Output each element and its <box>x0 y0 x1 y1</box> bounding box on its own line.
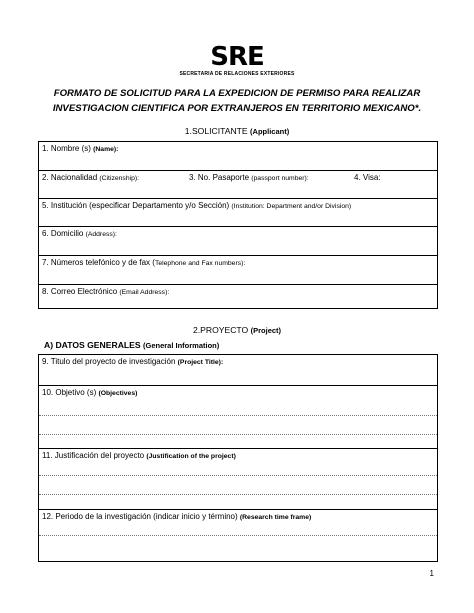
field-institucion[interactable] <box>39 199 437 227</box>
field-visa[interactable] <box>354 173 381 182</box>
document-title <box>20 86 454 116</box>
field-objetivo-line-3[interactable] <box>39 435 437 449</box>
field-nacionalidad-label: 2. Nacionalidad <box>42 173 100 182</box>
project-table <box>38 354 438 562</box>
general-info-heading-en: (General Information) <box>143 341 220 350</box>
field-institucion-label-en: (Institution: Department and/or Division) <box>231 203 352 210</box>
section-2-heading-es: 2.PROYECTO <box>192 325 249 335</box>
section-2-heading-en: (Project) <box>250 326 282 335</box>
field-telefono-label-en: Telephone and Fax numbers): <box>154 260 246 267</box>
field-justificacion-label: 11. Justificación del proyecto <box>42 451 147 460</box>
field-periodo-line-2[interactable] <box>39 536 437 561</box>
field-nombre[interactable] <box>39 142 437 171</box>
field-nacionalidad[interactable] <box>42 173 139 182</box>
section-1-heading-en: (Applicant) <box>250 127 290 136</box>
field-domicilio-label-en: (Address): <box>85 231 117 238</box>
field-objetivo-label-en: (Objectives) <box>98 390 138 397</box>
sre-logo <box>0 44 474 77</box>
section-1-heading <box>0 126 474 136</box>
field-objetivo-line-2[interactable] <box>39 416 437 435</box>
applicant-table <box>38 141 438 309</box>
field-pasaporte-label: 3. No. Pasaporte <box>189 173 252 182</box>
field-justificacion-line-3[interactable] <box>39 495 437 510</box>
field-titulo[interactable] <box>39 355 437 386</box>
page-number: 1 <box>429 569 434 578</box>
field-nacionalidad-label-en: (Citizenship): <box>99 175 140 182</box>
section-2-heading <box>0 325 474 335</box>
field-nombre-label: 1. Nombre (s) <box>42 144 94 153</box>
field-objetivo[interactable] <box>39 386 437 416</box>
field-periodo-label: 12. Periodo de la investigación (indicar inicio y término) <box>42 512 240 521</box>
field-institucion-label: 5. Institución (especificar Departamento y/o Sección) <box>42 201 232 210</box>
field-periodo-label-en: (Research time frame) <box>239 514 312 521</box>
field-justificacion-label-en: (Justification of the project) <box>146 453 236 460</box>
field-telefono-label: 7. Números telefónico y de fax ( <box>42 258 155 267</box>
section-1-heading-es: 1.SOLICITANTE <box>184 126 248 136</box>
field-periodo[interactable] <box>39 510 437 536</box>
field-row-nacionalidad <box>39 171 437 199</box>
logo-subtitle: SECRETARIA DE RELACIONES EXTERIORES <box>179 71 295 77</box>
logo-mark: SRE <box>210 42 264 72</box>
title-line-1: FORMATO DE SOLICITUD PARA LA EXPEDICION DE PERMISO PARA REALIZAR <box>53 88 421 99</box>
field-titulo-label: 9. Titulo del proyecto de investigación <box>42 357 178 366</box>
general-info-heading-es: A) DATOS GENERALES <box>44 340 143 350</box>
field-correo[interactable] <box>39 285 437 308</box>
field-nombre-label-en: (Name): <box>93 146 119 153</box>
field-correo-label: 8. Correo Electrónico <box>42 287 120 296</box>
general-info-heading <box>44 340 219 350</box>
title-line-2: INVESTIGACION CIENTIFICA POR EXTRANJEROS EN TERRITORIO MEXICANO*. <box>52 103 422 114</box>
field-domicilio[interactable] <box>39 227 437 256</box>
field-pasaporte-label-en: (passport number): <box>251 175 309 182</box>
field-titulo-label-en: (Project Title): <box>177 359 224 366</box>
field-visa-label: 4. Visa: <box>354 173 381 182</box>
field-justificacion[interactable] <box>39 449 437 476</box>
field-domicilio-label: 6. Domicilio <box>42 229 86 238</box>
field-pasaporte[interactable] <box>189 173 309 182</box>
field-justificacion-line-2[interactable] <box>39 476 437 495</box>
field-correo-label-en: (Email Address): <box>119 289 170 296</box>
field-objetivo-label: 10. Objetivo (s) <box>42 388 99 397</box>
field-telefono[interactable] <box>39 256 437 285</box>
